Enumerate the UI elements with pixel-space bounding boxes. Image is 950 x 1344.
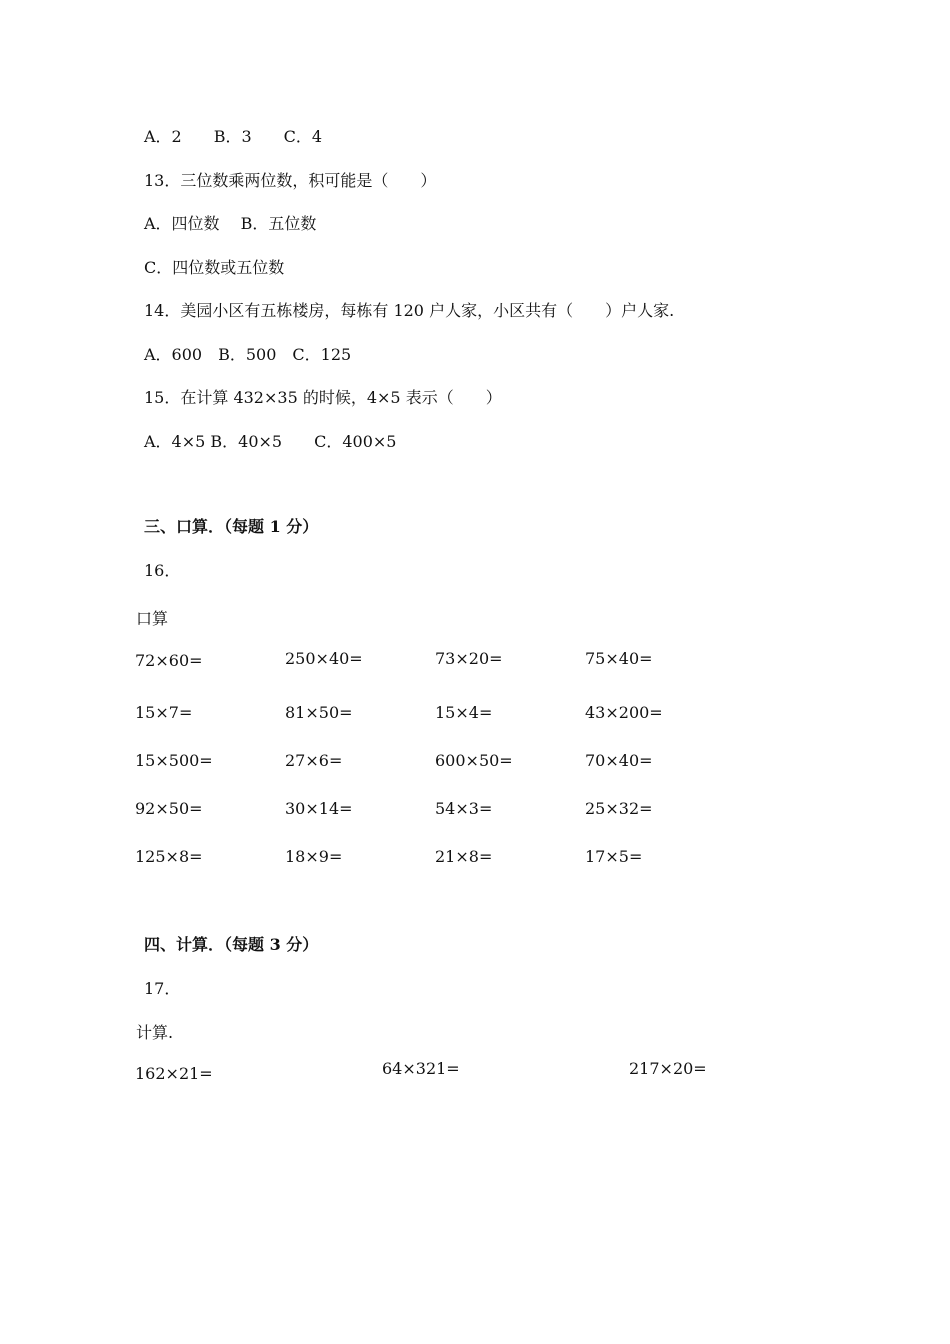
oral-item: 81×50=	[285, 703, 353, 722]
calc-item: 217×20=	[629, 1059, 707, 1078]
oral-item: 21×8=	[435, 847, 493, 866]
oral-item: 250×40=	[285, 649, 363, 668]
q14-options: A．600 B．500 C．125	[144, 345, 352, 364]
section3-title: 三、口算．（每题 1 分）	[144, 517, 319, 536]
oral-item: 92×50=	[135, 799, 203, 818]
q12-options: A．2 B．3 C．4	[144, 127, 323, 146]
q15-stem: 15．在计算 432×35 的时候，4×5 表示（ ）	[144, 388, 502, 407]
oral-item: 27×6=	[285, 751, 343, 770]
oral-item: 18×9=	[285, 847, 343, 866]
q13-option-c: C．四位数或五位数	[144, 258, 285, 277]
oral-item: 15×7=	[135, 703, 193, 722]
oral-item: 25×32=	[585, 799, 653, 818]
section3-label: 口算	[136, 609, 169, 628]
oral-item: 75×40=	[585, 649, 653, 668]
oral-item: 70×40=	[585, 751, 653, 770]
q13-options-ab: A．四位数 B．五位数	[144, 214, 317, 233]
q17-number: 17．	[144, 979, 181, 998]
section4-title: 四、计算．（每题 3 分）	[144, 935, 319, 954]
oral-item: 72×60=	[135, 651, 203, 670]
q13-stem: 13．三位数乘两位数，积可能是（ ）	[144, 171, 437, 190]
oral-item: 600×50=	[435, 751, 513, 770]
oral-item: 30×14=	[285, 799, 353, 818]
q15-options: A．4×5 B．40×5 C．400×5	[144, 432, 397, 451]
q14-stem: 14．美园小区有五栋楼房，每栋有 120 户人家，小区共有（ ）户人家.	[144, 301, 675, 320]
oral-item: 17×5=	[585, 847, 643, 866]
oral-item: 15×500=	[135, 751, 213, 770]
oral-item: 43×200=	[585, 703, 663, 722]
oral-item: 73×20=	[435, 649, 503, 668]
oral-item: 54×3=	[435, 799, 493, 818]
oral-item: 125×8=	[135, 847, 203, 866]
oral-item: 15×4=	[435, 703, 493, 722]
q16-number: 16．	[144, 561, 181, 580]
calc-item: 162×21=	[135, 1064, 213, 1083]
section4-label: 计算.	[136, 1023, 174, 1042]
calc-item: 64×321=	[382, 1059, 460, 1078]
